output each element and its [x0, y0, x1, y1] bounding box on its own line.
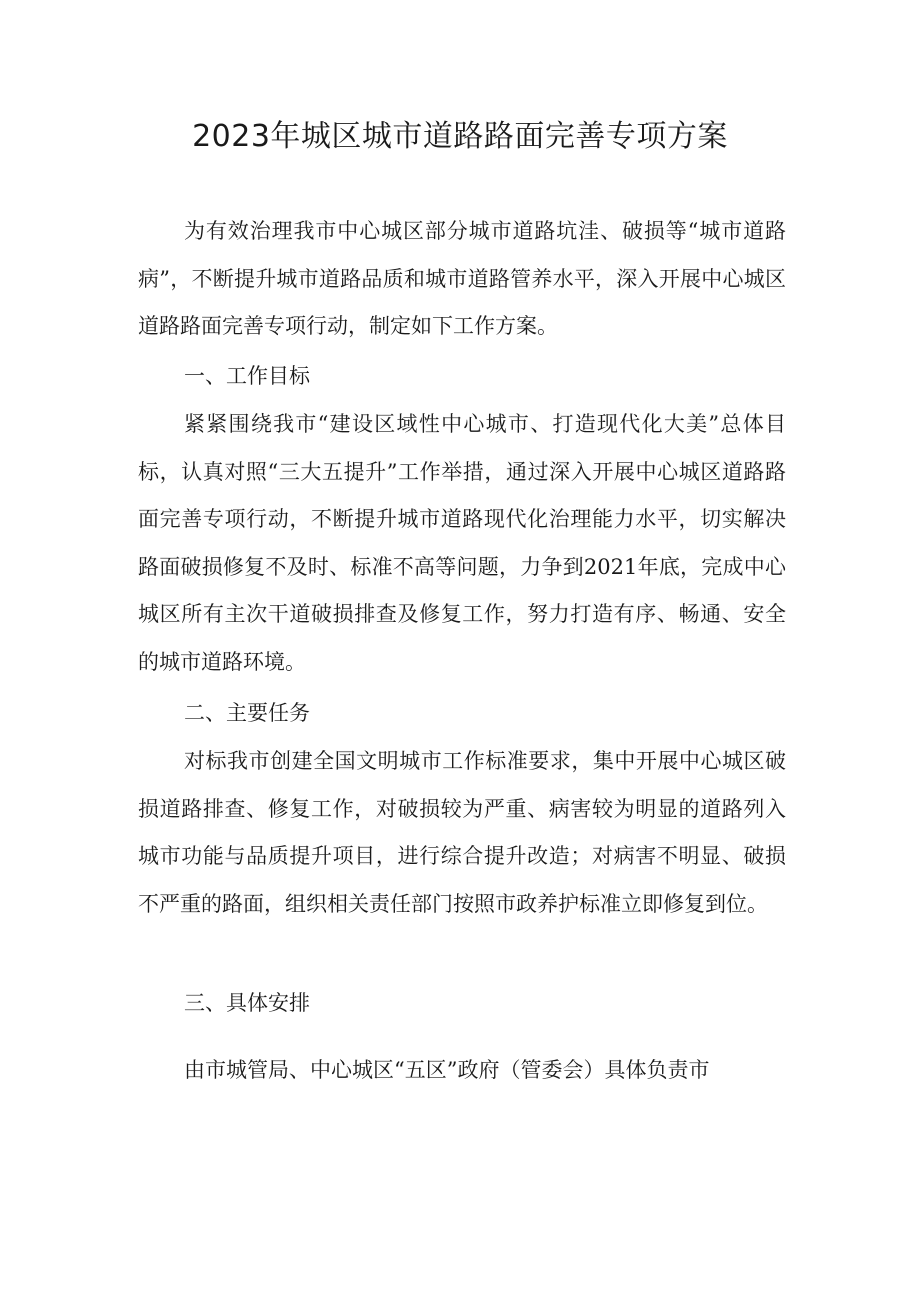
- section-heading-goals: 一、工作目标: [184, 364, 310, 388]
- section-heading-tasks: 二、主要任务: [184, 701, 310, 725]
- intro-paragraph: 为有效治理我市中心城区部分城市道路坑洼、破损等“城市道路病”，不断提升城市道路品质和城市道路管养水平，深入开展中心城区道路路面完善专项行动，制定如下工作方案。: [138, 219, 786, 339]
- section-body-goals: 紧紧围绕我市“建设区域性中心城市、打造现代化大美”总体目标，认真对照“三大五提升”工作举措，通过深入开展中心城区道路路面完善专项行动，不断提升城市道路现代化治理能力水平，切实解决路面破损修复不及时、标准不高等问题，力争到2021年底，完成中心城区所有主次干道破损排查及修复工作，努力打造有序、畅通、安全的城市道路环境。: [138, 412, 786, 674]
- document-title: 2023年城区城市道路路面完善专项方案: [192, 119, 728, 154]
- section-heading-arrangements: 三、具体安排: [184, 991, 310, 1015]
- section-body-tasks: 对标我市创建全国文明城市工作标准要求，集中开展中心城区破损道路排查、修复工作，对破损较为严重、病害较为明显的道路列入城市功能与品质提升项目，进行综合提升改造；对病害不明显、破损不严重的路面，组织相关责任部门按照市政养护标准立即修复到位。: [138, 749, 786, 916]
- section-body-arrangements: 由市城管局、中心城区“五区”政府（管委会）具体负责市: [184, 1058, 710, 1082]
